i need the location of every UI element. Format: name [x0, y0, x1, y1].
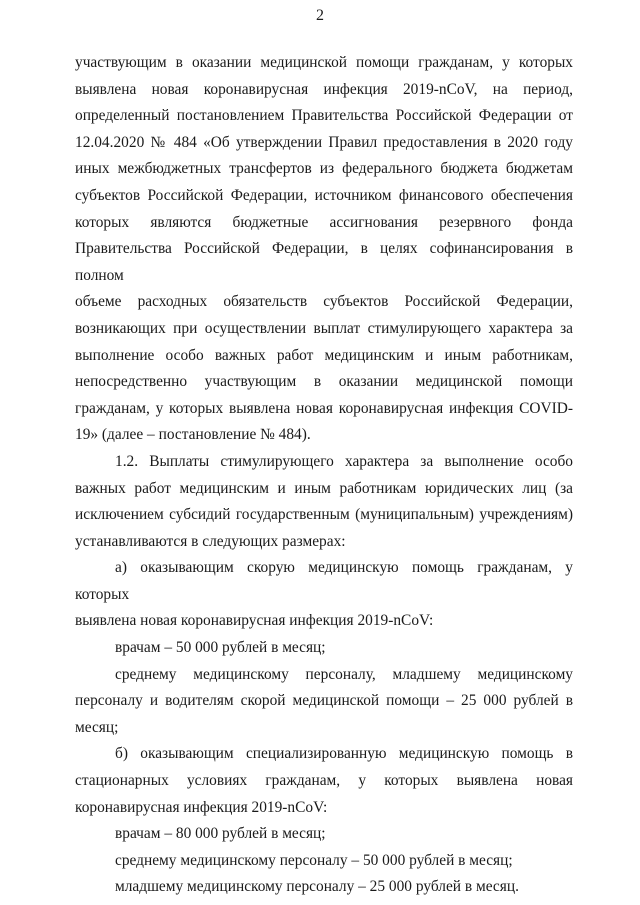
document-body — [75, 50, 573, 901]
paragraph-item-a-staff — [75, 662, 573, 742]
text-line: иных межбюджетных трансфертов из федерального бюджета бюджетам — [75, 160, 573, 178]
text-line: субъектов Российской Федерации, источником финансового обеспечения — [75, 186, 573, 204]
text-line: 1.2. Выплаты стимулирующего характера за выполнение особо — [115, 452, 573, 470]
text-line: важных работ медицинским и иным работникам юридических лиц (за — [75, 479, 573, 497]
paragraph-clause-1-2 — [75, 449, 573, 555]
text-line: младшему медицинскому персоналу – 25 000 рублей в месяц. — [115, 878, 519, 896]
text-line: врачам – 80 000 рублей в месяц; — [115, 825, 326, 843]
text-line: а) оказывающим скорую медицинскую помощь гражданам, у которых — [75, 559, 573, 603]
text-line: месяц; — [75, 718, 119, 736]
text-line: выявлена новая коронавирусная инфекция 2019-nCoV, на период, — [75, 80, 573, 98]
text-line: непосредственно участвующим в оказании медицинской помощи — [75, 373, 573, 391]
text-line: 12.04.2020 № 484 «Об утверждении Правил предоставления в 2020 году — [75, 133, 573, 151]
text-line: выполнение особо важных работ медицинским и иным работникам, — [75, 346, 573, 364]
text-line: участвующим в оказании медицинской помощи гражданам, у которых — [75, 54, 573, 71]
text-line: 19» (далее – постановление № 484). — [75, 426, 311, 444]
paragraph-item-a-doctors — [75, 635, 573, 662]
text-line: персоналу и водителям скорой медицинской помощи – 25 000 рублей в — [75, 692, 573, 710]
text-line: врачам – 50 000 рублей в месяц; — [115, 639, 326, 657]
paragraph-item-b-doctors — [75, 821, 573, 848]
paragraph-item-b-junior-staff — [75, 874, 573, 901]
text-line: гражданам, у которых выявлена новая коронавирусная инфекция COVID- — [75, 399, 573, 417]
paragraph-item-a — [75, 555, 573, 635]
text-line: устанавливаются в следующих размерах: — [75, 532, 346, 550]
text-line: среднему медицинскому персоналу, младшему медицинскому — [115, 665, 573, 683]
paragraph-item-b — [75, 741, 573, 821]
paragraph-continuation — [75, 50, 573, 449]
text-line: выявлена новая коронавирусная инфекция 2019-nCoV: — [75, 612, 434, 630]
text-line: объеме расходных обязательств субъектов Российской Федерации, — [75, 293, 573, 311]
paragraph-item-b-mid-staff — [75, 848, 573, 875]
text-line: среднему медицинскому персоналу – 50 000 рублей в месяц; — [115, 851, 513, 869]
text-line: возникающих при осуществлении выплат стимулирующего характера за — [75, 319, 573, 337]
text-line: исключением субсидий государственным (муниципальным) учреждениям) — [75, 506, 573, 524]
text-line: определенный постановлением Правительства Российской Федерации от — [75, 107, 573, 125]
text-line: б) оказывающим специализированную медицинскую помощь в — [115, 745, 573, 763]
text-line: Правительства Российской Федерации, в целях софинансирования в полном — [75, 240, 573, 284]
text-line: стационарных условиях гражданам, у которых выявлена новая — [75, 772, 573, 790]
text-line: которых являются бюджетные ассигнования резервного фонда — [75, 213, 573, 231]
page-number: 2 — [316, 7, 324, 24]
text-line: коронавирусная инфекция 2019-nCoV: — [75, 798, 328, 816]
